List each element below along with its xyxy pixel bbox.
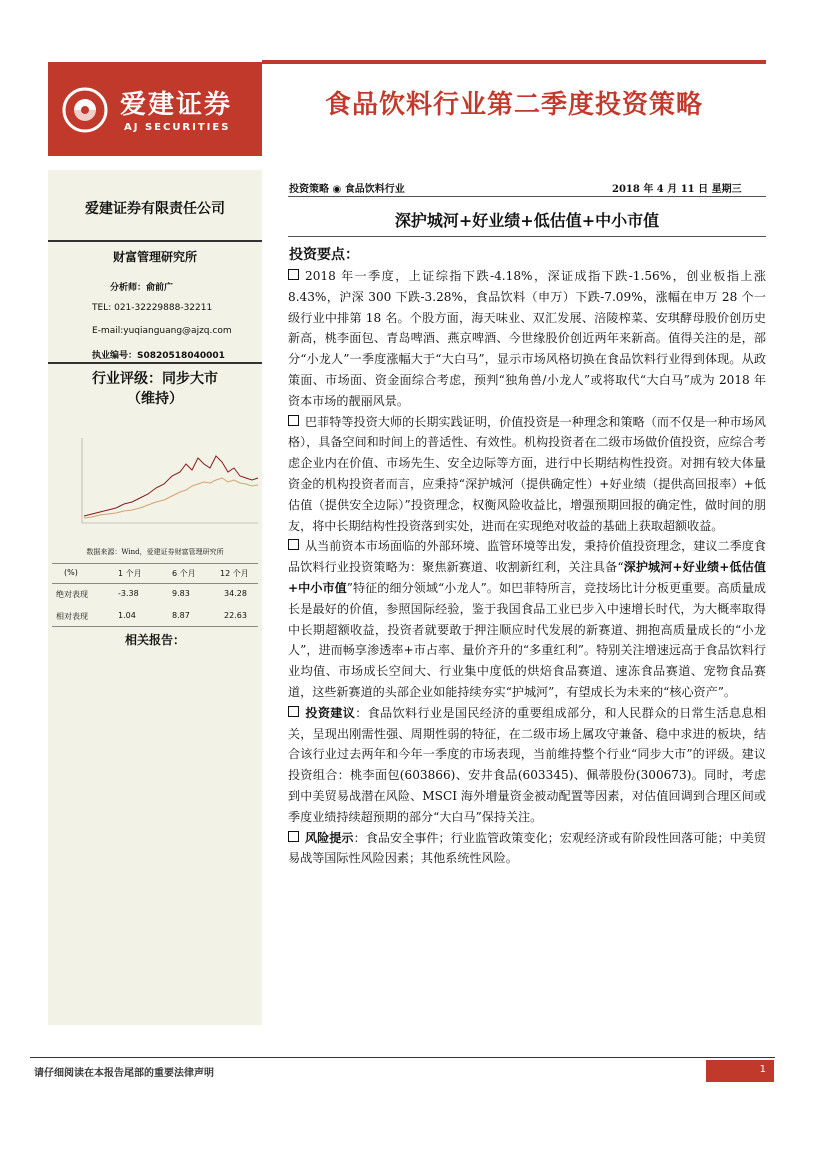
page-number: 1 bbox=[759, 1064, 766, 1075]
related-reports-heading: 相关报告： bbox=[124, 633, 185, 647]
perf-header-12m: 12 个月 bbox=[220, 569, 249, 578]
subtitle-rule bbox=[288, 236, 766, 237]
checkbox-bullet-icon bbox=[288, 539, 299, 550]
license-number: 执业编号：S0820518040001 bbox=[92, 351, 225, 361]
risk-label: 风险提示 bbox=[305, 830, 354, 845]
perf-header-6m: 6 个月 bbox=[172, 569, 196, 578]
key-point-strategy: 从当前资本市场面临的外部环境、监管环境等出发，秉持价值投资理念，建议二季度食品饮料行业投资策略为：聚焦新赛道、收割新红利，关注具备“深护城河+好业绩+低估值+中小市值”特征的细分领域“小龙人”。如巴菲特所言，竞技场比计分板更重要。高质量成长是最好的价值，参照国际经验，鉴于我国食品工业已步入中速增长时代，为大概率取得中长期超额收益，投资者就要敢于押注顺应时代发展的新赛道、拥抱高质量成长的“小龙人”，进而畅享渗透率+市占率、量价齐升的“多重红利”。特别关注增速远高于食品饮料行业均值、市场成长空间大、行业集中度低的烘焙食品赛道、速冻食品赛道、宠物食品赛道，这些新赛道的头部企业如能持续夯实“护城河”，有望成长为未来的“核心资产”。 bbox=[288, 539, 766, 699]
report-subtitle: 深护城河+好业绩+低估值+中小市值 bbox=[394, 211, 660, 230]
key-point-value-investing: 巴菲特等投资大师的长期实践证明，价值投资是一种理念和策略（而不仅是一种市场风格），具备空间和时间上的普适性、有效性。机构投资者在二级市场做价值投资，应综合考虑企业内在价值、市场先生、安全边际等方面，进行中长期结构性投资。对拥有较大体量资金的机构投资者而言，应秉持“深护城河（提供确定性）+好业绩（提供高回报率）+低估值（提供安全边际）”投资理念，权衡风险收益比，增强预期回报的确定性，做时间的朋友，将中长期结构性投资落到实处，进而在实现绝对收益的基础上获取超额收益。 bbox=[288, 414, 766, 533]
analyst-tel: TEL: 021-32229888-32211 bbox=[92, 303, 213, 313]
page-number-box bbox=[706, 1060, 774, 1082]
meta-rule bbox=[288, 196, 766, 197]
perf-row-label: 相对表现 bbox=[56, 612, 88, 621]
perf-table-rule bbox=[52, 563, 258, 564]
logo-emblem-icon bbox=[62, 87, 108, 133]
checkbox-bullet-icon bbox=[288, 415, 299, 426]
strategy-highlight: 深护城河+好业绩+低估值+中小市值 bbox=[288, 560, 766, 595]
perf-cell: 34.28 bbox=[224, 589, 247, 598]
recommendation-label: 投资建议 bbox=[305, 705, 356, 720]
series-benchmark-line bbox=[84, 478, 258, 518]
perf-header-1m: 1 个月 bbox=[118, 569, 142, 578]
key-points-body bbox=[288, 266, 766, 869]
checkbox-bullet-icon bbox=[288, 831, 299, 842]
perf-cell: 9.83 bbox=[172, 589, 190, 598]
perf-cell: 8.87 bbox=[172, 611, 190, 620]
analyst-email[interactable]: E-mail:yuqianguang@ajzq.com bbox=[92, 326, 232, 336]
logo-english-name: AJ SECURITIES bbox=[124, 122, 231, 133]
checkbox-bullet-icon bbox=[288, 706, 299, 717]
series-industry-line bbox=[84, 456, 258, 516]
report-date: 2018 年 4 月 11 日 星期三 bbox=[612, 184, 742, 195]
perf-cell: -3.38 bbox=[118, 589, 139, 598]
legal-disclaimer-link[interactable]: 请仔细阅读在本报告尾部的重要法律声明 bbox=[34, 1068, 214, 1079]
perf-header-unit: (%) bbox=[64, 568, 78, 577]
sidebar-divider bbox=[48, 362, 262, 364]
key-points-heading: 投资要点： bbox=[289, 247, 359, 263]
chart-source: 数据来源：Wind，爱建证券财富管理研究所 bbox=[86, 548, 224, 556]
perf-row-label: 绝对表现 bbox=[56, 590, 88, 599]
analyst-name: 分析师：俞前广 bbox=[110, 283, 174, 293]
sidebar bbox=[48, 170, 262, 1025]
price-trend-chart bbox=[72, 428, 260, 538]
perf-table-rule bbox=[52, 626, 258, 627]
perf-cell: 22.63 bbox=[224, 611, 247, 620]
perf-table-rule bbox=[52, 583, 258, 584]
checkbox-bullet-icon bbox=[288, 269, 299, 280]
header-rule bbox=[262, 60, 766, 64]
company-name: 爱建证券有限责任公司 bbox=[85, 201, 225, 217]
report-category: 投资策略 ◉ 食品饮料行业 bbox=[289, 184, 405, 195]
perf-cell: 1.04 bbox=[118, 611, 136, 620]
key-point-recommendation: 投资建议：食品饮料行业是国民经济的重要组成部分，和人民群众的日常生活息息相关，呈现出刚需性强、周期性弱的特征，在二级市场上属攻守兼备、稳中求进的板块，结合该行业过去两年和今年一季度的市场表现，当前维持整个行业“同步大市”的评级。建议投资组合：桃李面包(603866)、安井食品(603345)、佩蒂股份(300673)。同时，考虑到中美贸易战潜在风险、MSCI 海外增量资金被动配置等因素，对估值回调到合理区间或季度业绩持续超预期的部分“大白马”保持关注。 bbox=[288, 705, 766, 824]
footer-rule bbox=[30, 1057, 775, 1058]
sidebar-divider bbox=[48, 240, 262, 242]
logo bbox=[48, 62, 262, 156]
industry-rating: 行业评级：同步大市 bbox=[92, 371, 218, 387]
key-point-market-review: 2018 年一季度，上证综指下跌-4.18%，深证成指下跌-1.56%，创业板指上涨 8.43%，沪深 300 下跌-3.28%，食品饮料（申万）下跌-7.09%，涨幅在申万 28 个一级行业中排第 18 名。个股方面，海天味业、双汇发展、涪陵榨菜、安琪酵母股价创历史新高，桃李面包、青岛啤酒、燕京啤酒、今世缘股价创近两年来新高。值得关注的是，部分“小龙人”一季度涨幅大于“大白马”，显示市场风格切换在食品饮料行业得到体现。从政策面、市场面、资金面综合考虑，预判“独角兽/小龙人”或将取代“大白马”成为 2018 年资本市场的靓丽风景。 bbox=[288, 269, 766, 408]
department-name: 财富管理研究所 bbox=[112, 250, 197, 264]
key-point-risk: 风险提示：食品安全事件；行业监管政策变化；宏观经济或有阶段性回落可能；中美贸易战等国际性风险因素；其他系统性风险。 bbox=[288, 830, 766, 866]
rating-note: （维持） bbox=[127, 391, 183, 407]
report-title: 食品饮料行业第二季度投资策略 bbox=[324, 90, 703, 120]
logo-chinese-name: 爱建证券 bbox=[120, 90, 233, 120]
